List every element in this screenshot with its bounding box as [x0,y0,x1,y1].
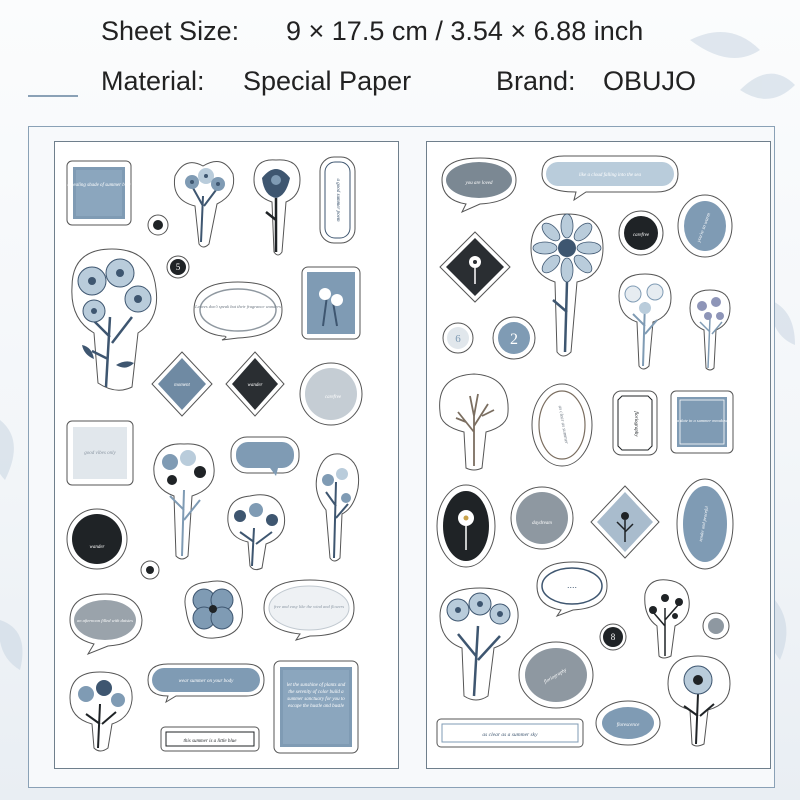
tag-note-text: floriography [633,411,638,437]
brand-label: Brand: [496,66,576,96]
spec-size-row [0,16,800,50]
bottom-label-right-text: as clear as a summer sky [482,732,538,738]
sticker-dot-1 [147,214,169,236]
square-note-text: a healing shade of summer blue [67,183,131,188]
diamond-wander-text: wander [247,383,263,388]
sticker-number-8 [599,623,627,651]
floriography-circle-text: floriography [543,668,568,686]
sticker-floriography-circle [518,641,594,709]
sticker-tag-note [612,390,658,456]
sticker-flowers-bubble [260,578,358,642]
sticker-pale-flowers [613,272,677,374]
small-oval-text: you're so warm [696,212,713,244]
sticker-number-2 [492,316,536,360]
you-are-loved-text: you are loved [465,181,493,186]
ellipsis-text: .... [566,580,578,590]
flowers-bubble-text: free and easy like the wind and flowers [273,604,345,609]
sticker-bottom-flower [66,668,136,754]
sticker-small-oval [677,194,733,258]
sticker-flower-cluster [148,440,218,564]
sticker-cloud-note [190,280,286,342]
sticker-berry-branch [639,576,693,662]
afternoon-text: an afternoon filled with daisies [77,618,133,623]
sticker-bottom-pill [144,660,268,702]
sticker-single-flower [248,158,304,258]
material-label: Material: [101,66,205,96]
sticker-diamond-wander [224,350,286,418]
sticker-date-square [670,390,734,454]
sticker-large-bouquet [64,247,162,395]
sticker-afternoon-bubble [66,592,144,656]
big-square-text: let the sunshine of plants and the serenity of color build a summer sanctuary for you to escape the hustle and bustle [286,683,346,709]
sticker-blue-diamond [589,484,661,560]
number-5-text: 5 [175,262,181,272]
sticker-blue-tulips [436,586,522,704]
sticker-clover-flower [180,578,246,642]
good-vibes-text: good vibes only [84,451,116,456]
carefree-circle-text: carefree [324,395,342,400]
sticker-bottom-label [160,726,260,752]
material-value: Special Paper [243,66,412,96]
sticker-florescence [595,700,661,746]
sticker-vertical-pill [319,156,356,244]
cloud-note-text: Leaves don't speak but their fragrance wanders [195,304,281,309]
oval-note-text: as clear as summer [556,405,569,445]
top-pill-text: like a cloud falling into the sea [579,173,641,178]
sticker-big-oval [676,478,734,570]
sticker-square-note [66,160,132,226]
size-label: Sheet Size: [101,16,240,46]
dark-circle-text: wander [89,545,105,550]
sticker-carefree-dark [618,210,664,256]
sticker-diamond-moment [150,350,214,418]
sticker-small-flowers [222,488,288,572]
sticker-bottom-right-flower [664,654,734,750]
sticker-purple-flowers [686,288,734,374]
sticker-dark-oval [436,484,496,568]
sticker-daydream [510,486,574,550]
number-2-text: 2 [510,331,518,348]
daydream-text: daydream [532,521,552,526]
sticker-number-6 [442,322,474,354]
bottom-pill-text: wear summer on your body [178,679,234,684]
spec-material-row [0,66,800,100]
sticker-carefree-circle [299,362,363,426]
sticker-ellipsis-bubble [533,560,611,618]
sticker-bouquet-flower [170,156,236,252]
bottom-label-text: this summer is a little blue [183,739,237,744]
pill-note-text: a good summer poem [335,178,340,222]
diamond-moment-text: moment [174,383,190,388]
date-square-text: a date in a summer meadow [676,418,728,423]
sticker-dot-2 [140,560,160,580]
sticker-number-5 [166,255,190,279]
brand-value: OBUJO [603,66,697,96]
size-value: 9 × 17.5 cm / 3.54 × 6.88 inch [286,16,644,46]
carefree-dark-text: carefree [632,233,650,238]
florescence-text: florescence [616,723,640,728]
sticker-blue-flower-square [301,266,361,340]
big-oval-text: tender and peaceful [697,505,710,542]
sticker-top-pill [538,154,682,200]
sticker-blue-speech [230,436,300,478]
sticker-dark-circle [66,508,128,570]
sticker-good-vibes [66,420,134,486]
sticker-oval-note [531,383,593,467]
sticker-gray-dot [702,612,730,640]
sticker-bottom-label-right [436,718,584,748]
sticker-big-text-square [273,660,359,754]
sticker-big-daisy [527,212,607,362]
sticker-you-are-loved [438,156,520,214]
number-6-text: 6 [455,333,461,345]
sticker-dark-diamond [438,230,512,304]
number-8-text: 8 [610,632,616,642]
sticker-flower-spray [308,452,362,566]
sticker-tree [436,372,512,472]
